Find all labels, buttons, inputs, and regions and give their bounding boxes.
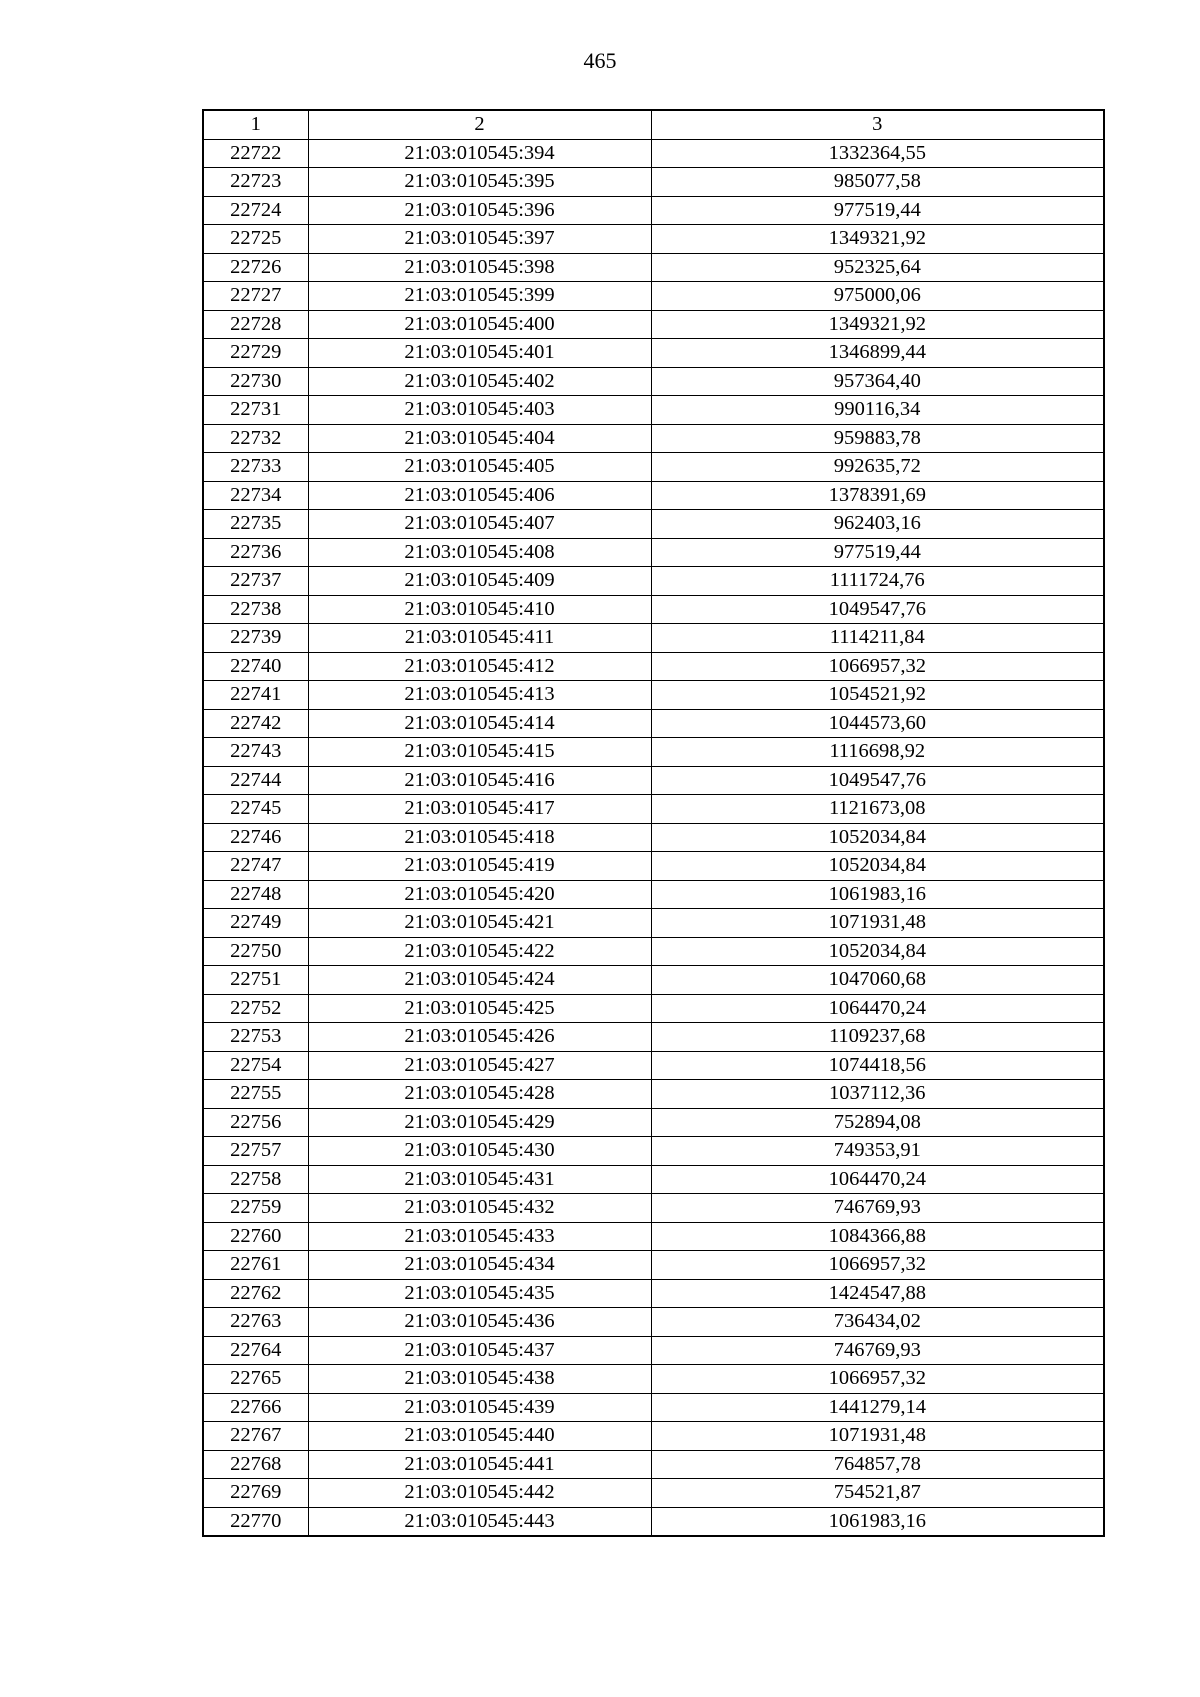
value-cell: 1044573,60 [651, 709, 1104, 738]
cadastral-number-cell: 21:03:010545:420 [308, 880, 651, 909]
row-number-cell: 22739 [203, 624, 308, 653]
table-row [203, 823, 1104, 852]
table-row [203, 1393, 1104, 1422]
table-row [203, 1137, 1104, 1166]
cadastral-number-cell: 21:03:010545:411 [308, 624, 651, 653]
cadastral-number-cell: 21:03:010545:440 [308, 1422, 651, 1451]
value-cell: 1052034,84 [651, 852, 1104, 881]
cadastral-number-cell: 21:03:010545:402 [308, 367, 651, 396]
row-number-cell: 22758 [203, 1165, 308, 1194]
row-number-cell: 22731 [203, 396, 308, 425]
row-number-cell: 22749 [203, 909, 308, 938]
row-number-cell: 22750 [203, 937, 308, 966]
value-cell: 962403,16 [651, 510, 1104, 539]
value-cell: 1052034,84 [651, 823, 1104, 852]
row-number-cell: 22760 [203, 1222, 308, 1251]
table-row [203, 253, 1104, 282]
value-cell: 749353,91 [651, 1137, 1104, 1166]
value-cell: 1049547,76 [651, 766, 1104, 795]
cadastral-number-cell: 21:03:010545:436 [308, 1308, 651, 1337]
table-row [203, 937, 1104, 966]
cadastral-number-cell: 21:03:010545:408 [308, 538, 651, 567]
cadastral-number-cell: 21:03:010545:429 [308, 1108, 651, 1137]
value-cell: 1037112,36 [651, 1080, 1104, 1109]
value-cell: 1061983,16 [651, 880, 1104, 909]
value-cell: 977519,44 [651, 538, 1104, 567]
value-cell: 992635,72 [651, 453, 1104, 482]
value-cell: 977519,44 [651, 196, 1104, 225]
row-number-cell: 22737 [203, 567, 308, 596]
value-cell: 1052034,84 [651, 937, 1104, 966]
cadastral-number-cell: 21:03:010545:437 [308, 1336, 651, 1365]
cadastral-number-cell: 21:03:010545:397 [308, 225, 651, 254]
table-row [203, 595, 1104, 624]
table-row [203, 1365, 1104, 1394]
value-cell: 985077,58 [651, 168, 1104, 197]
value-cell: 1441279,14 [651, 1393, 1104, 1422]
row-number-cell: 22722 [203, 139, 308, 168]
row-number-cell: 22761 [203, 1251, 308, 1280]
cadastral-number-cell: 21:03:010545:441 [308, 1450, 651, 1479]
cadastral-number-cell: 21:03:010545:435 [308, 1279, 651, 1308]
value-cell: 1349321,92 [651, 310, 1104, 339]
value-cell: 746769,93 [651, 1194, 1104, 1223]
table-row [203, 1507, 1104, 1536]
cadastral-number-cell: 21:03:010545:412 [308, 652, 651, 681]
cadastral-number-cell: 21:03:010545:417 [308, 795, 651, 824]
table-row [203, 1450, 1104, 1479]
table-row [203, 880, 1104, 909]
cadastral-number-cell: 21:03:010545:443 [308, 1507, 651, 1536]
row-number-cell: 22738 [203, 595, 308, 624]
value-cell: 1332364,55 [651, 139, 1104, 168]
row-number-cell: 22735 [203, 510, 308, 539]
table-row [203, 709, 1104, 738]
row-number-cell: 22724 [203, 196, 308, 225]
value-cell: 1349321,92 [651, 225, 1104, 254]
value-cell: 1111724,76 [651, 567, 1104, 596]
cadastral-number-cell: 21:03:010545:432 [308, 1194, 651, 1223]
row-number-cell: 22743 [203, 738, 308, 767]
row-number-cell: 22734 [203, 481, 308, 510]
table-row [203, 681, 1104, 710]
row-number-cell: 22769 [203, 1479, 308, 1508]
cadastral-number-cell: 21:03:010545:415 [308, 738, 651, 767]
row-number-cell: 22762 [203, 1279, 308, 1308]
table-row [203, 909, 1104, 938]
cadastral-number-cell: 21:03:010545:434 [308, 1251, 651, 1280]
value-cell: 1054521,92 [651, 681, 1104, 710]
row-number-cell: 22726 [203, 253, 308, 282]
value-cell: 1074418,56 [651, 1051, 1104, 1080]
value-cell: 1064470,24 [651, 994, 1104, 1023]
table-row [203, 652, 1104, 681]
table-row [203, 367, 1104, 396]
table-row [203, 424, 1104, 453]
value-cell: 975000,06 [651, 282, 1104, 311]
value-cell: 990116,34 [651, 396, 1104, 425]
value-cell: 1109237,68 [651, 1023, 1104, 1052]
table-row [203, 738, 1104, 767]
row-number-cell: 22733 [203, 453, 308, 482]
table-row [203, 538, 1104, 567]
row-number-cell: 22751 [203, 966, 308, 995]
table-body [203, 139, 1104, 1536]
table-row [203, 1336, 1104, 1365]
table-row [203, 453, 1104, 482]
table-row [203, 1051, 1104, 1080]
cadastral-number-cell: 21:03:010545:401 [308, 339, 651, 368]
cadastral-number-cell: 21:03:010545:418 [308, 823, 651, 852]
value-cell: 1049547,76 [651, 595, 1104, 624]
row-number-cell: 22748 [203, 880, 308, 909]
table-row [203, 310, 1104, 339]
table-row [203, 1422, 1104, 1451]
value-cell: 1071931,48 [651, 909, 1104, 938]
value-cell: 1066957,32 [651, 1251, 1104, 1280]
row-number-cell: 22756 [203, 1108, 308, 1137]
table-row [203, 282, 1104, 311]
cadastral-number-cell: 21:03:010545:438 [308, 1365, 651, 1394]
table-row [203, 225, 1104, 254]
cadastral-number-cell: 21:03:010545:405 [308, 453, 651, 482]
cadastral-number-cell: 21:03:010545:413 [308, 681, 651, 710]
row-number-cell: 22767 [203, 1422, 308, 1451]
cadastral-number-cell: 21:03:010545:433 [308, 1222, 651, 1251]
row-number-cell: 22727 [203, 282, 308, 311]
row-number-cell: 22747 [203, 852, 308, 881]
table-row [203, 852, 1104, 881]
row-number-cell: 22732 [203, 424, 308, 453]
table-row [203, 795, 1104, 824]
cadastral-number-cell: 21:03:010545:407 [308, 510, 651, 539]
value-cell: 957364,40 [651, 367, 1104, 396]
column-header-1: 1 [203, 110, 308, 139]
row-number-cell: 22723 [203, 168, 308, 197]
cadastral-number-cell: 21:03:010545:396 [308, 196, 651, 225]
table-row [203, 1194, 1104, 1223]
cadastral-number-cell: 21:03:010545:404 [308, 424, 651, 453]
table-row [203, 339, 1104, 368]
row-number-cell: 22770 [203, 1507, 308, 1536]
cadastral-number-cell: 21:03:010545:406 [308, 481, 651, 510]
row-number-cell: 22766 [203, 1393, 308, 1422]
table-row [203, 1023, 1104, 1052]
table-row [203, 510, 1104, 539]
cadastral-number-cell: 21:03:010545:403 [308, 396, 651, 425]
value-cell: 1121673,08 [651, 795, 1104, 824]
cadastral-number-cell: 21:03:010545:398 [308, 253, 651, 282]
row-number-cell: 22752 [203, 994, 308, 1023]
row-number-cell: 22754 [203, 1051, 308, 1080]
value-cell: 952325,64 [651, 253, 1104, 282]
data-table [202, 109, 1105, 1537]
cadastral-number-cell: 21:03:010545:394 [308, 139, 651, 168]
table-row [203, 1080, 1104, 1109]
table-row [203, 168, 1104, 197]
column-header-3: 3 [651, 110, 1104, 139]
row-number-cell: 22728 [203, 310, 308, 339]
cadastral-number-cell: 21:03:010545:422 [308, 937, 651, 966]
table-row [203, 567, 1104, 596]
table-row [203, 481, 1104, 510]
value-cell: 1378391,69 [651, 481, 1104, 510]
value-cell: 746769,93 [651, 1336, 1104, 1365]
row-number-cell: 22730 [203, 367, 308, 396]
table-row [203, 1251, 1104, 1280]
row-number-cell: 22746 [203, 823, 308, 852]
table-row [203, 766, 1104, 795]
cadastral-number-cell: 21:03:010545:439 [308, 1393, 651, 1422]
table-row [203, 396, 1104, 425]
cadastral-number-cell: 21:03:010545:427 [308, 1051, 651, 1080]
table-row [203, 196, 1104, 225]
value-cell: 1066957,32 [651, 652, 1104, 681]
cadastral-number-cell: 21:03:010545:399 [308, 282, 651, 311]
table-row [203, 1165, 1104, 1194]
value-cell: 1064470,24 [651, 1165, 1104, 1194]
row-number-cell: 22765 [203, 1365, 308, 1394]
table-row [203, 1279, 1104, 1308]
row-number-cell: 22725 [203, 225, 308, 254]
cadastral-number-cell: 21:03:010545:410 [308, 595, 651, 624]
cadastral-number-cell: 21:03:010545:424 [308, 966, 651, 995]
row-number-cell: 22736 [203, 538, 308, 567]
row-number-cell: 22757 [203, 1137, 308, 1166]
cadastral-number-cell: 21:03:010545:430 [308, 1137, 651, 1166]
value-cell: 1346899,44 [651, 339, 1104, 368]
table-header [203, 110, 1104, 139]
row-number-cell: 22753 [203, 1023, 308, 1052]
row-number-cell: 22745 [203, 795, 308, 824]
row-number-cell: 22740 [203, 652, 308, 681]
page-number: 465 [583, 48, 617, 73]
value-cell: 1071931,48 [651, 1422, 1104, 1451]
value-cell: 1116698,92 [651, 738, 1104, 767]
cadastral-number-cell: 21:03:010545:421 [308, 909, 651, 938]
row-number-cell: 22741 [203, 681, 308, 710]
table-row [203, 1108, 1104, 1137]
row-number-cell: 22744 [203, 766, 308, 795]
row-number-cell: 22764 [203, 1336, 308, 1365]
cadastral-number-cell: 21:03:010545:416 [308, 766, 651, 795]
value-cell: 1084366,88 [651, 1222, 1104, 1251]
cadastral-number-cell: 21:03:010545:431 [308, 1165, 651, 1194]
row-number-cell: 22755 [203, 1080, 308, 1109]
table-row [203, 994, 1104, 1023]
value-cell: 1066957,32 [651, 1365, 1104, 1394]
value-cell: 1424547,88 [651, 1279, 1104, 1308]
table-row [203, 624, 1104, 653]
value-cell: 959883,78 [651, 424, 1104, 453]
cadastral-number-cell: 21:03:010545:419 [308, 852, 651, 881]
table-row [203, 139, 1104, 168]
header-row [203, 110, 1104, 139]
table-row [203, 966, 1104, 995]
value-cell: 1061983,16 [651, 1507, 1104, 1536]
cadastral-number-cell: 21:03:010545:400 [308, 310, 651, 339]
cadastral-number-cell: 21:03:010545:395 [308, 168, 651, 197]
column-header-2: 2 [308, 110, 651, 139]
table-row [203, 1222, 1104, 1251]
cadastral-number-cell: 21:03:010545:442 [308, 1479, 651, 1508]
value-cell: 736434,02 [651, 1308, 1104, 1337]
value-cell: 752894,08 [651, 1108, 1104, 1137]
cadastral-number-cell: 21:03:010545:428 [308, 1080, 651, 1109]
value-cell: 754521,87 [651, 1479, 1104, 1508]
row-number-cell: 22759 [203, 1194, 308, 1223]
table-row [203, 1308, 1104, 1337]
cadastral-number-cell: 21:03:010545:425 [308, 994, 651, 1023]
cadastral-number-cell: 21:03:010545:414 [308, 709, 651, 738]
row-number-cell: 22768 [203, 1450, 308, 1479]
value-cell: 1114211,84 [651, 624, 1104, 653]
cadastral-number-cell: 21:03:010545:426 [308, 1023, 651, 1052]
cadastral-number-cell: 21:03:010545:409 [308, 567, 651, 596]
row-number-cell: 22729 [203, 339, 308, 368]
value-cell: 1047060,68 [651, 966, 1104, 995]
row-number-cell: 22763 [203, 1308, 308, 1337]
value-cell: 764857,78 [651, 1450, 1104, 1479]
table-row [203, 1479, 1104, 1508]
row-number-cell: 22742 [203, 709, 308, 738]
